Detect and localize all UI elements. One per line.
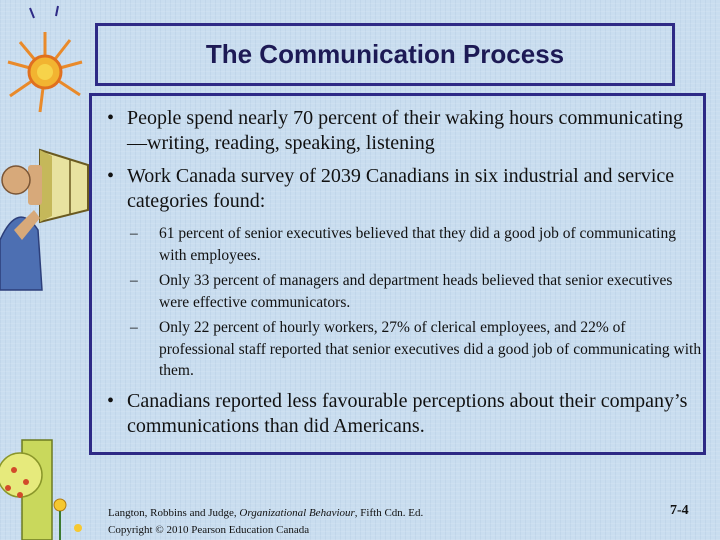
sub-bullet-item [130, 317, 702, 382]
footer-book-title: Organizational Behaviour [239, 507, 355, 519]
sub-bullet-item [130, 223, 702, 266]
bullet-item [100, 106, 700, 156]
footer-authors: Langton, Robbins and Judge, [108, 507, 237, 519]
page-number: 7-4 [670, 503, 689, 518]
sun-icon [8, 32, 82, 112]
sparkle-icon [30, 6, 58, 18]
bullet-item [100, 164, 700, 214]
megaphone-person-icon [0, 150, 88, 290]
footer-citation [108, 505, 423, 539]
bullet-text: Canadians reported less favourable perceptions about their company’s communications than did Americans. [127, 390, 688, 437]
sub-bullet-marker: – [130, 319, 138, 336]
sub-bullet-text: 61 percent of senior executives believed that they did a good job of communicating with employees. [159, 225, 676, 264]
sub-bullet-text: Only 33 percent of managers and department heads believed that senior executives were effective communicators. [159, 272, 673, 311]
bullet-item [100, 389, 700, 439]
footer-copyright: Copyright © 2010 Pearson Education Canada [108, 524, 310, 536]
sub-bullet-text: Only 22 percent of hourly workers, 27% of clerical employees, and 22% of professional staff reported that senior executives did a good job of communicating with them. [159, 319, 702, 379]
decorative-illustration [0, 0, 95, 540]
sub-bullet-item [130, 270, 702, 313]
sub-bullet-marker: – [130, 272, 138, 289]
sub-bullet-marker: – [130, 225, 138, 242]
footer-edition: , Fifth Cdn. Ed. [354, 507, 424, 519]
content-box [89, 93, 706, 455]
bullet-text: Work Canada survey of 2039 Canadians in six industrial and service categories found: [127, 165, 675, 212]
bullet-text: People spend nearly 70 percent of their waking hours communicating—writing, reading, speaking, listening [127, 107, 683, 154]
bullet-marker: • [107, 390, 115, 412]
flower-icon [0, 440, 82, 540]
title-box [95, 23, 675, 86]
bullet-marker: • [107, 165, 115, 187]
bullet-marker: • [107, 107, 115, 129]
page-title: The Communication Process [205, 39, 565, 69]
